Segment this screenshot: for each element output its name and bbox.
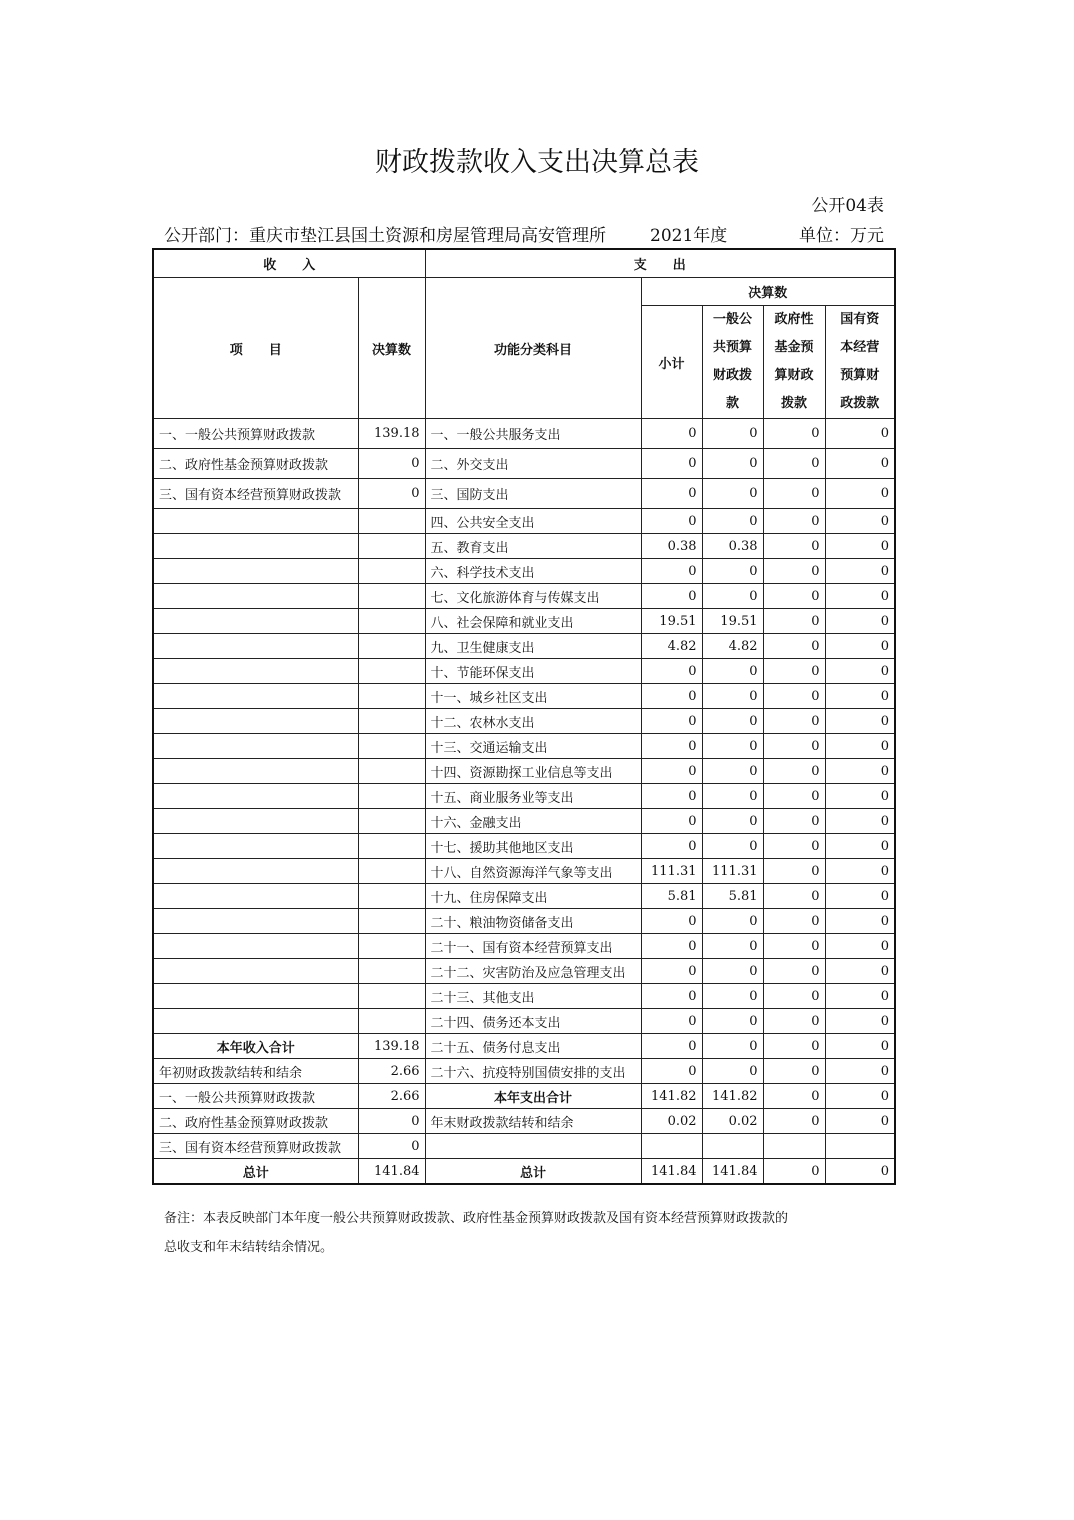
income-amount: 139.18 bbox=[358, 419, 425, 449]
expense-fund: 0 bbox=[763, 759, 825, 784]
item-header: 项 目 bbox=[153, 278, 358, 419]
table-row bbox=[153, 659, 895, 684]
income-amount bbox=[358, 509, 425, 534]
table-row bbox=[153, 884, 895, 909]
income-amount bbox=[358, 559, 425, 584]
expense-fund: 0 bbox=[763, 584, 825, 609]
note-line-2: 总收支和年末结转结余情况。 bbox=[164, 1240, 334, 1255]
expense-subtotal: 0 bbox=[641, 934, 702, 959]
expense-fund: 0 bbox=[763, 1109, 825, 1134]
table-row bbox=[153, 634, 895, 659]
income-item: 年初财政拨款结转和结余 bbox=[153, 1059, 358, 1084]
expense-state: 0 bbox=[825, 584, 895, 609]
expense-subtotal: 0 bbox=[641, 984, 702, 1009]
table-row bbox=[153, 1009, 895, 1034]
expense-general: 0 bbox=[702, 909, 763, 934]
income-item bbox=[153, 584, 358, 609]
expense-state: 0 bbox=[825, 509, 895, 534]
income-item: 三、国有资本经营预算财政拨款 bbox=[153, 1134, 358, 1159]
income-amount bbox=[358, 1009, 425, 1034]
expense-state: 0 bbox=[825, 984, 895, 1009]
table-row bbox=[153, 859, 895, 884]
expense-subtotal: 0 bbox=[641, 509, 702, 534]
income-item: 一、一般公共预算财政拨款 bbox=[153, 419, 358, 449]
income-item bbox=[153, 759, 358, 784]
expense-subtotal: 0 bbox=[641, 684, 702, 709]
expense-item: 二十四、债务还本支出 bbox=[425, 1009, 641, 1034]
expense-fund: 0 bbox=[763, 984, 825, 1009]
expense-state: 0 bbox=[825, 784, 895, 809]
income-item bbox=[153, 934, 358, 959]
expense-fund: 0 bbox=[763, 659, 825, 684]
expense-subtotal: 0 bbox=[641, 709, 702, 734]
expense-item: 二十三、其他支出 bbox=[425, 984, 641, 1009]
table-row bbox=[153, 834, 895, 859]
expense-subtotal: 0 bbox=[641, 909, 702, 934]
table-row bbox=[153, 509, 895, 534]
expense-state: 0 bbox=[825, 534, 895, 559]
expense-item: 二十、粮油物资储备支出 bbox=[425, 909, 641, 934]
expense-general: 0 bbox=[702, 709, 763, 734]
income-amount: 0 bbox=[358, 449, 425, 479]
table-row bbox=[153, 584, 895, 609]
income-amount: 139.18 bbox=[358, 1034, 425, 1059]
expense-state: 0 bbox=[825, 1084, 895, 1109]
expense-subtotal: 0 bbox=[641, 809, 702, 834]
income-amount: 141.84 bbox=[358, 1159, 425, 1185]
income-item bbox=[153, 534, 358, 559]
expense-subtotal: 0 bbox=[641, 734, 702, 759]
expense-general: 141.82 bbox=[702, 1084, 763, 1109]
expense-subtotal: 0.38 bbox=[641, 534, 702, 559]
income-amount bbox=[358, 759, 425, 784]
expense-fund: 0 bbox=[763, 959, 825, 984]
table-row bbox=[153, 959, 895, 984]
expense-state: 0 bbox=[825, 884, 895, 909]
expense-state: 0 bbox=[825, 1059, 895, 1084]
expense-fund: 0 bbox=[763, 1009, 825, 1034]
amount-header: 决算数 bbox=[358, 278, 425, 419]
expense-general: 0 bbox=[702, 984, 763, 1009]
fiscal-year: 2021年度 bbox=[650, 226, 728, 246]
expense-fund: 0 bbox=[763, 1034, 825, 1059]
expense-subtotal: 0 bbox=[641, 759, 702, 784]
expense-state: 0 bbox=[825, 959, 895, 984]
expense-state: 0 bbox=[825, 419, 895, 449]
income-amount bbox=[358, 834, 425, 859]
income-amount bbox=[358, 909, 425, 934]
expense-general: 0 bbox=[702, 584, 763, 609]
expense-item: 二十六、抗疫特别国债安排的支出 bbox=[425, 1059, 641, 1084]
expense-state: 0 bbox=[825, 734, 895, 759]
income-amount bbox=[358, 609, 425, 634]
expense-item: 三、国防支出 bbox=[425, 479, 641, 509]
expense-item: 四、公共安全支出 bbox=[425, 509, 641, 534]
expense-general: 0 bbox=[702, 419, 763, 449]
income-item bbox=[153, 559, 358, 584]
expense-general: 0 bbox=[702, 759, 763, 784]
expense-general: 0 bbox=[702, 959, 763, 984]
expense-item: 十二、农林水支出 bbox=[425, 709, 641, 734]
income-item: 二、政府性基金预算财政拨款 bbox=[153, 449, 358, 479]
expense-subtotal: 141.84 bbox=[641, 1159, 702, 1185]
expense-general: 19.51 bbox=[702, 609, 763, 634]
expense-item bbox=[425, 1134, 641, 1159]
expense-subtotal: 0 bbox=[641, 479, 702, 509]
expense-item: 二十一、国有资本经营预算支出 bbox=[425, 934, 641, 959]
expense-fund: 0 bbox=[763, 634, 825, 659]
expense-state: 0 bbox=[825, 684, 895, 709]
table-row bbox=[153, 1034, 895, 1059]
expense-item: 十、节能环保支出 bbox=[425, 659, 641, 684]
expense-item: 十四、资源勘探工业信息等支出 bbox=[425, 759, 641, 784]
expense-item: 总计 bbox=[425, 1159, 641, 1185]
income-amount bbox=[358, 884, 425, 909]
expense-fund: 0 bbox=[763, 479, 825, 509]
expense-item: 七、文化旅游体育与传媒支出 bbox=[425, 584, 641, 609]
expense-subtotal: 0 bbox=[641, 1009, 702, 1034]
expense-item: 十九、住房保障支出 bbox=[425, 884, 641, 909]
income-item: 二、政府性基金预算财政拨款 bbox=[153, 1109, 358, 1134]
expense-fund: 0 bbox=[763, 509, 825, 534]
expense-state: 0 bbox=[825, 934, 895, 959]
expense-general: 0 bbox=[702, 659, 763, 684]
expense-general: 0 bbox=[702, 784, 763, 809]
expense-general: 111.31 bbox=[702, 859, 763, 884]
expense-general: 0 bbox=[702, 479, 763, 509]
expense-subtotal: 5.81 bbox=[641, 884, 702, 909]
expense-fund: 0 bbox=[763, 934, 825, 959]
expense-general: 0 bbox=[702, 734, 763, 759]
expense-state: 0 bbox=[825, 479, 895, 509]
page-title: 财政拨款收入支出决算总表 bbox=[375, 147, 699, 178]
table-row bbox=[153, 1109, 895, 1134]
expense-item: 二、外交支出 bbox=[425, 449, 641, 479]
expense-fund: 0 bbox=[763, 449, 825, 479]
expense-fund: 0 bbox=[763, 909, 825, 934]
income-amount: 0 bbox=[358, 1109, 425, 1134]
expense-general: 0 bbox=[702, 509, 763, 534]
income-item: 一、一般公共预算财政拨款 bbox=[153, 1084, 358, 1109]
income-amount bbox=[358, 959, 425, 984]
function-header: 功能分类科目 bbox=[425, 278, 641, 419]
income-amount bbox=[358, 734, 425, 759]
income-item bbox=[153, 509, 358, 534]
expense-subtotal: 0 bbox=[641, 449, 702, 479]
table-row bbox=[153, 684, 895, 709]
expense-state: 0 bbox=[825, 1109, 895, 1134]
expense-state: 0 bbox=[825, 1009, 895, 1034]
expense-general: 5.81 bbox=[702, 884, 763, 909]
expense-general: 141.84 bbox=[702, 1159, 763, 1185]
expense-subtotal bbox=[641, 1134, 702, 1159]
expense-general: 0 bbox=[702, 934, 763, 959]
expense-general: 0.02 bbox=[702, 1109, 763, 1134]
table-row bbox=[153, 1059, 895, 1084]
expense-fund: 0 bbox=[763, 1159, 825, 1185]
income-item bbox=[153, 684, 358, 709]
expense-state: 0 bbox=[825, 759, 895, 784]
expense-general: 0 bbox=[702, 1034, 763, 1059]
expense-state: 0 bbox=[825, 449, 895, 479]
department: 公开部门：重庆市垫江县国土资源和房屋管理局高安管理所 bbox=[164, 226, 606, 246]
income-item bbox=[153, 859, 358, 884]
expense-subtotal: 0 bbox=[641, 659, 702, 684]
expense-item: 年末财政拨款结转和结余 bbox=[425, 1109, 641, 1134]
expense-header: 支 出 bbox=[425, 249, 895, 278]
income-item bbox=[153, 834, 358, 859]
expense-fund: 0 bbox=[763, 884, 825, 909]
income-amount bbox=[358, 984, 425, 1009]
expense-general: 0.38 bbox=[702, 534, 763, 559]
income-amount: 2.66 bbox=[358, 1084, 425, 1109]
expense-state bbox=[825, 1134, 895, 1159]
income-item bbox=[153, 984, 358, 1009]
expense-fund: 0 bbox=[763, 784, 825, 809]
expense-fund: 0 bbox=[763, 859, 825, 884]
income-item bbox=[153, 709, 358, 734]
table-row bbox=[153, 759, 895, 784]
expense-state: 0 bbox=[825, 709, 895, 734]
expense-state: 0 bbox=[825, 909, 895, 934]
expense-fund: 0 bbox=[763, 809, 825, 834]
expense-fund: 0 bbox=[763, 709, 825, 734]
expense-item: 二十二、灾害防治及应急管理支出 bbox=[425, 959, 641, 984]
expense-item: 二十五、债务付息支出 bbox=[425, 1034, 641, 1059]
expense-general: 0 bbox=[702, 449, 763, 479]
expense-general bbox=[702, 1134, 763, 1159]
income-item bbox=[153, 634, 358, 659]
income-amount bbox=[358, 784, 425, 809]
expense-subtotal: 0 bbox=[641, 1034, 702, 1059]
expense-state: 0 bbox=[825, 659, 895, 684]
general-budget-header: 一般公共预算财政拨款 bbox=[702, 306, 763, 419]
income-amount: 2.66 bbox=[358, 1059, 425, 1084]
form-number: 公开04表 bbox=[811, 196, 884, 216]
table-row bbox=[153, 609, 895, 634]
table-row bbox=[153, 909, 895, 934]
table-row bbox=[153, 809, 895, 834]
expense-state: 0 bbox=[825, 1159, 895, 1185]
expense-state: 0 bbox=[825, 1034, 895, 1059]
expense-subtotal: 0 bbox=[641, 559, 702, 584]
expense-state: 0 bbox=[825, 859, 895, 884]
expense-fund bbox=[763, 1134, 825, 1159]
income-amount bbox=[358, 659, 425, 684]
income-item bbox=[153, 659, 358, 684]
table-row bbox=[153, 559, 895, 584]
expense-item: 六、科学技术支出 bbox=[425, 559, 641, 584]
expense-state: 0 bbox=[825, 559, 895, 584]
state-capital-header: 国有资本经营预算财政拨款 bbox=[825, 306, 895, 419]
fund-budget-header: 政府性基金预算财政拨款 bbox=[763, 306, 825, 419]
expense-item: 十五、商业服务业等支出 bbox=[425, 784, 641, 809]
income-item: 总计 bbox=[153, 1159, 358, 1185]
expense-item: 十六、金融支出 bbox=[425, 809, 641, 834]
income-header: 收 入 bbox=[153, 249, 425, 278]
expense-subtotal: 0 bbox=[641, 419, 702, 449]
budget-table bbox=[152, 248, 896, 1185]
expense-general: 0 bbox=[702, 684, 763, 709]
expense-fund: 0 bbox=[763, 559, 825, 584]
expense-fund: 0 bbox=[763, 419, 825, 449]
expense-subtotal: 19.51 bbox=[641, 609, 702, 634]
final-header: 决算数 bbox=[641, 278, 895, 306]
table-row bbox=[153, 479, 895, 509]
table-row bbox=[153, 1084, 895, 1109]
expense-subtotal: 0 bbox=[641, 1059, 702, 1084]
expense-item: 本年支出合计 bbox=[425, 1084, 641, 1109]
table-row bbox=[153, 934, 895, 959]
income-item bbox=[153, 734, 358, 759]
expense-item: 五、教育支出 bbox=[425, 534, 641, 559]
expense-fund: 0 bbox=[763, 609, 825, 634]
income-amount bbox=[358, 809, 425, 834]
expense-item: 八、社会保障和就业支出 bbox=[425, 609, 641, 634]
income-item bbox=[153, 884, 358, 909]
unit: 单位：万元 bbox=[799, 226, 884, 246]
expense-general: 0 bbox=[702, 1009, 763, 1034]
income-amount bbox=[358, 709, 425, 734]
expense-item: 十三、交通运输支出 bbox=[425, 734, 641, 759]
expense-fund: 0 bbox=[763, 734, 825, 759]
expense-subtotal: 0 bbox=[641, 834, 702, 859]
expense-subtotal: 0 bbox=[641, 584, 702, 609]
income-amount bbox=[358, 684, 425, 709]
income-item bbox=[153, 609, 358, 634]
expense-state: 0 bbox=[825, 609, 895, 634]
income-item bbox=[153, 959, 358, 984]
expense-fund: 0 bbox=[763, 1084, 825, 1109]
income-item bbox=[153, 809, 358, 834]
table-row bbox=[153, 784, 895, 809]
income-item bbox=[153, 909, 358, 934]
expense-subtotal: 0.02 bbox=[641, 1109, 702, 1134]
income-amount bbox=[358, 934, 425, 959]
expense-state: 0 bbox=[825, 634, 895, 659]
table-row bbox=[153, 1159, 895, 1185]
income-item: 三、国有资本经营预算财政拨款 bbox=[153, 479, 358, 509]
table-row bbox=[153, 984, 895, 1009]
expense-fund: 0 bbox=[763, 1059, 825, 1084]
income-amount: 0 bbox=[358, 479, 425, 509]
expense-subtotal: 111.31 bbox=[641, 859, 702, 884]
expense-general: 0 bbox=[702, 1059, 763, 1084]
expense-fund: 0 bbox=[763, 534, 825, 559]
income-amount bbox=[358, 634, 425, 659]
income-item bbox=[153, 784, 358, 809]
income-amount: 0 bbox=[358, 1134, 425, 1159]
income-amount bbox=[358, 534, 425, 559]
expense-subtotal: 4.82 bbox=[641, 634, 702, 659]
expense-fund: 0 bbox=[763, 834, 825, 859]
expense-fund: 0 bbox=[763, 684, 825, 709]
expense-item: 一、一般公共服务支出 bbox=[425, 419, 641, 449]
table-row bbox=[153, 419, 895, 449]
income-item bbox=[153, 1009, 358, 1034]
income-amount bbox=[358, 859, 425, 884]
expense-item: 十八、自然资源海洋气象等支出 bbox=[425, 859, 641, 884]
table-row bbox=[153, 709, 895, 734]
note-line-1: 备注：本表反映部门本年度一般公共预算财政拨款、政府性基金预算财政拨款及国有资本经营预算财政拨款的 bbox=[164, 1211, 789, 1226]
expense-subtotal: 0 bbox=[641, 784, 702, 809]
table-row bbox=[153, 449, 895, 479]
expense-general: 0 bbox=[702, 834, 763, 859]
income-amount bbox=[358, 584, 425, 609]
income-item: 本年收入合计 bbox=[153, 1034, 358, 1059]
expense-general: 0 bbox=[702, 809, 763, 834]
expense-item: 十七、援助其他地区支出 bbox=[425, 834, 641, 859]
table-row bbox=[153, 734, 895, 759]
expense-item: 九、卫生健康支出 bbox=[425, 634, 641, 659]
expense-general: 4.82 bbox=[702, 634, 763, 659]
subtotal-header: 小计 bbox=[641, 306, 702, 419]
expense-state: 0 bbox=[825, 809, 895, 834]
table-row bbox=[153, 534, 895, 559]
expense-item: 十一、城乡社区支出 bbox=[425, 684, 641, 709]
expense-general: 0 bbox=[702, 559, 763, 584]
table-row bbox=[153, 1134, 895, 1159]
expense-subtotal: 0 bbox=[641, 959, 702, 984]
expense-subtotal: 141.82 bbox=[641, 1084, 702, 1109]
expense-state: 0 bbox=[825, 834, 895, 859]
